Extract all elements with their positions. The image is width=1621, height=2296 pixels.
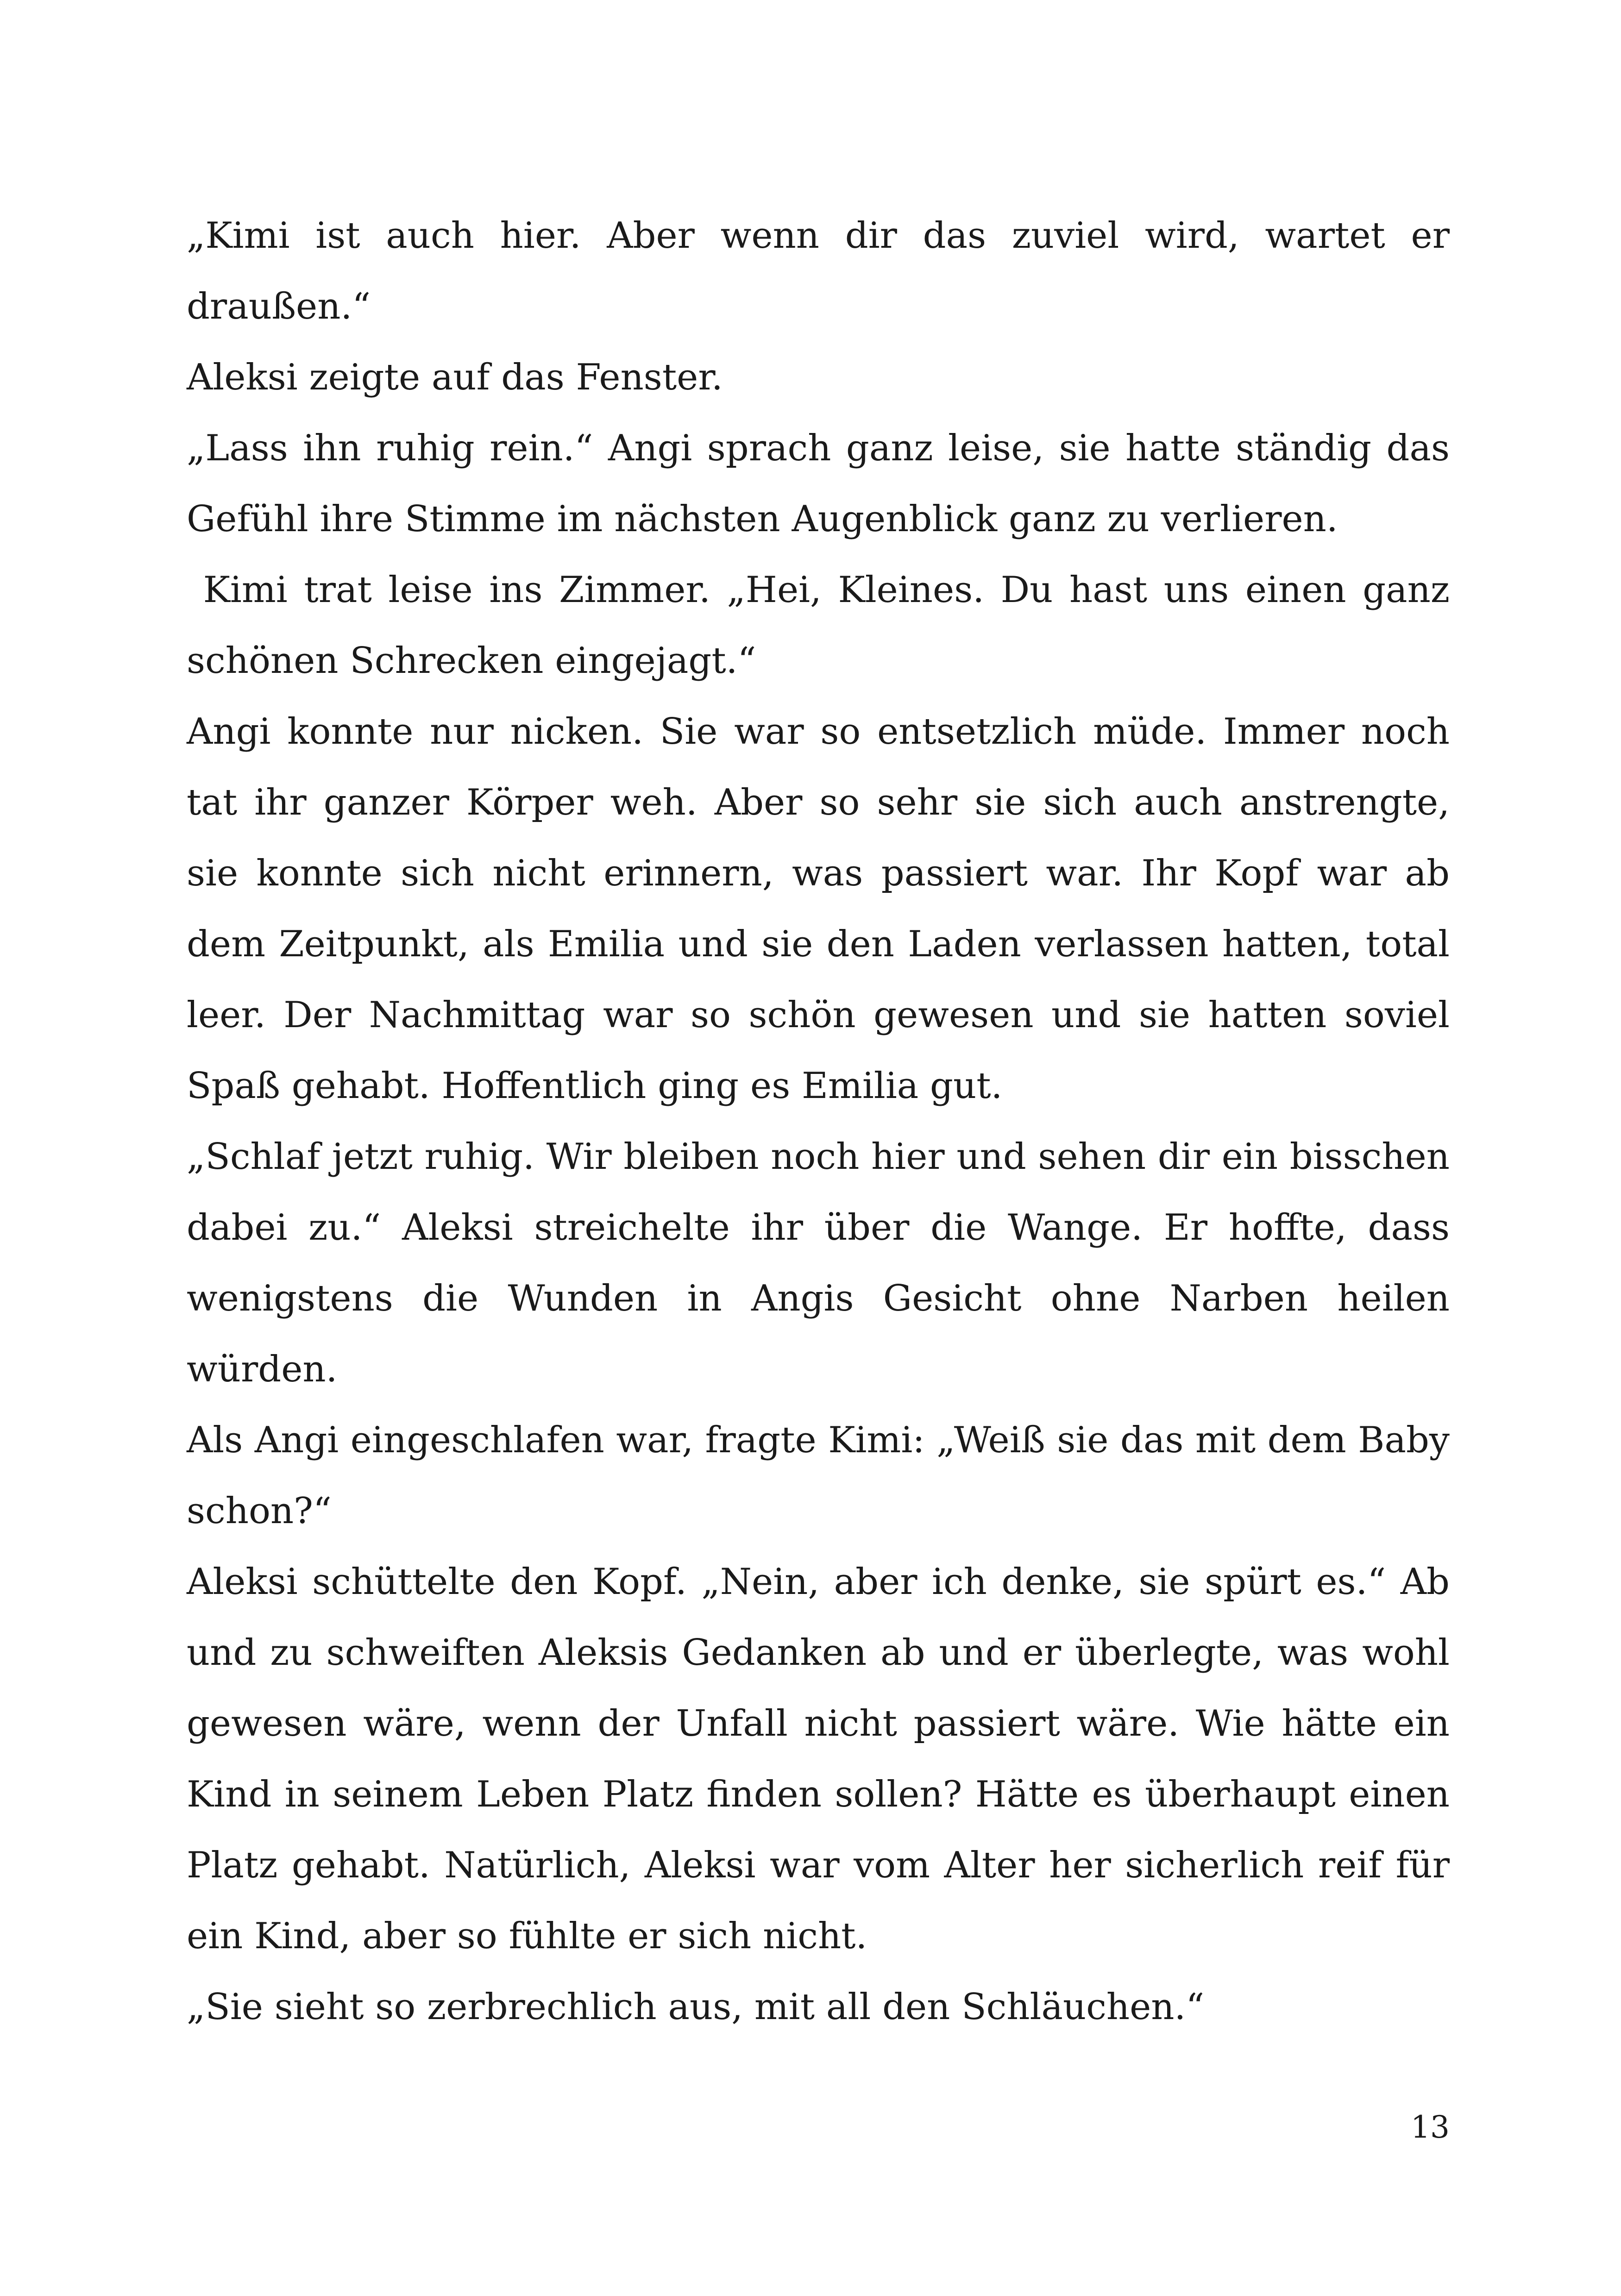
paragraph: Aleksi zeigte auf das Fenster. (187, 357, 723, 398)
paragraph: „Sie sieht so zerbrechlich aus, mit all den Schläuchen.“ (187, 1986, 1205, 2028)
paragraph: Als Angi eingeschlafen war, fragte Kimi: „Weiß sie das mit dem Baby schon?“ (187, 1419, 1450, 1532)
paragraph: Angi konnte nur nicken. Sie war so entsetzlich müde. Immer noch tat ihr ganzer Körper weh. Aber so sehr sie sich auch anstrengte, sie konnte sich nicht erinnern, was passiert war. Ihr Kopf war ab dem Zeitpunkt, als Emilia und sie den Laden verlassen hatten, total leer. Der Nachmittag war so schön gewesen und sie hatten soviel Spaß gehabt. Hoffentlich ging es Emilia gut. (187, 711, 1450, 1107)
page-number: 13 (1411, 2109, 1450, 2145)
paragraph: Aleksi schüttelte den Kopf. „Nein, aber ich denke, sie spürt es.“ Ab und zu schweiften Aleksis Gedanken ab und er überlegte, was wohl gewesen wäre, wenn der Unfall nicht passiert wäre. Wie hätte ein Kind in seinem Leben Platz finden sollen? Hätte es überhaupt einen Platz gehabt. Natürlich, Aleksi war vom Alter her sicherlich reif für ein Kind, aber so fühlte er sich nicht. (187, 1561, 1450, 1957)
paragraph: „Lass ihn ruhig rein.“ Angi sprach ganz leise, sie hatte ständig das Gefühl ihre Stimme im nächsten Augenblick ganz zu verlieren. (187, 427, 1450, 540)
paragraph: „Schlaf jetzt ruhig. Wir bleiben noch hier und sehen dir ein bisschen dabei zu.“ Aleksi streichelte ihr über die Wange. Er hoffte, dass wenigstens die Wunden in Angis Gesicht ohne Narben heilen würden. (187, 1136, 1450, 1390)
paragraph: Kimi trat leise ins Zimmer. „Hei, Kleines. Du hast uns einen ganz schönen Schrecken eingejagt.“ (187, 569, 1461, 682)
body-text (187, 201, 1461, 2043)
paragraph: „Kimi ist auch hier. Aber wenn dir das zuviel wird, wartet er draußen.“ (187, 215, 1450, 327)
